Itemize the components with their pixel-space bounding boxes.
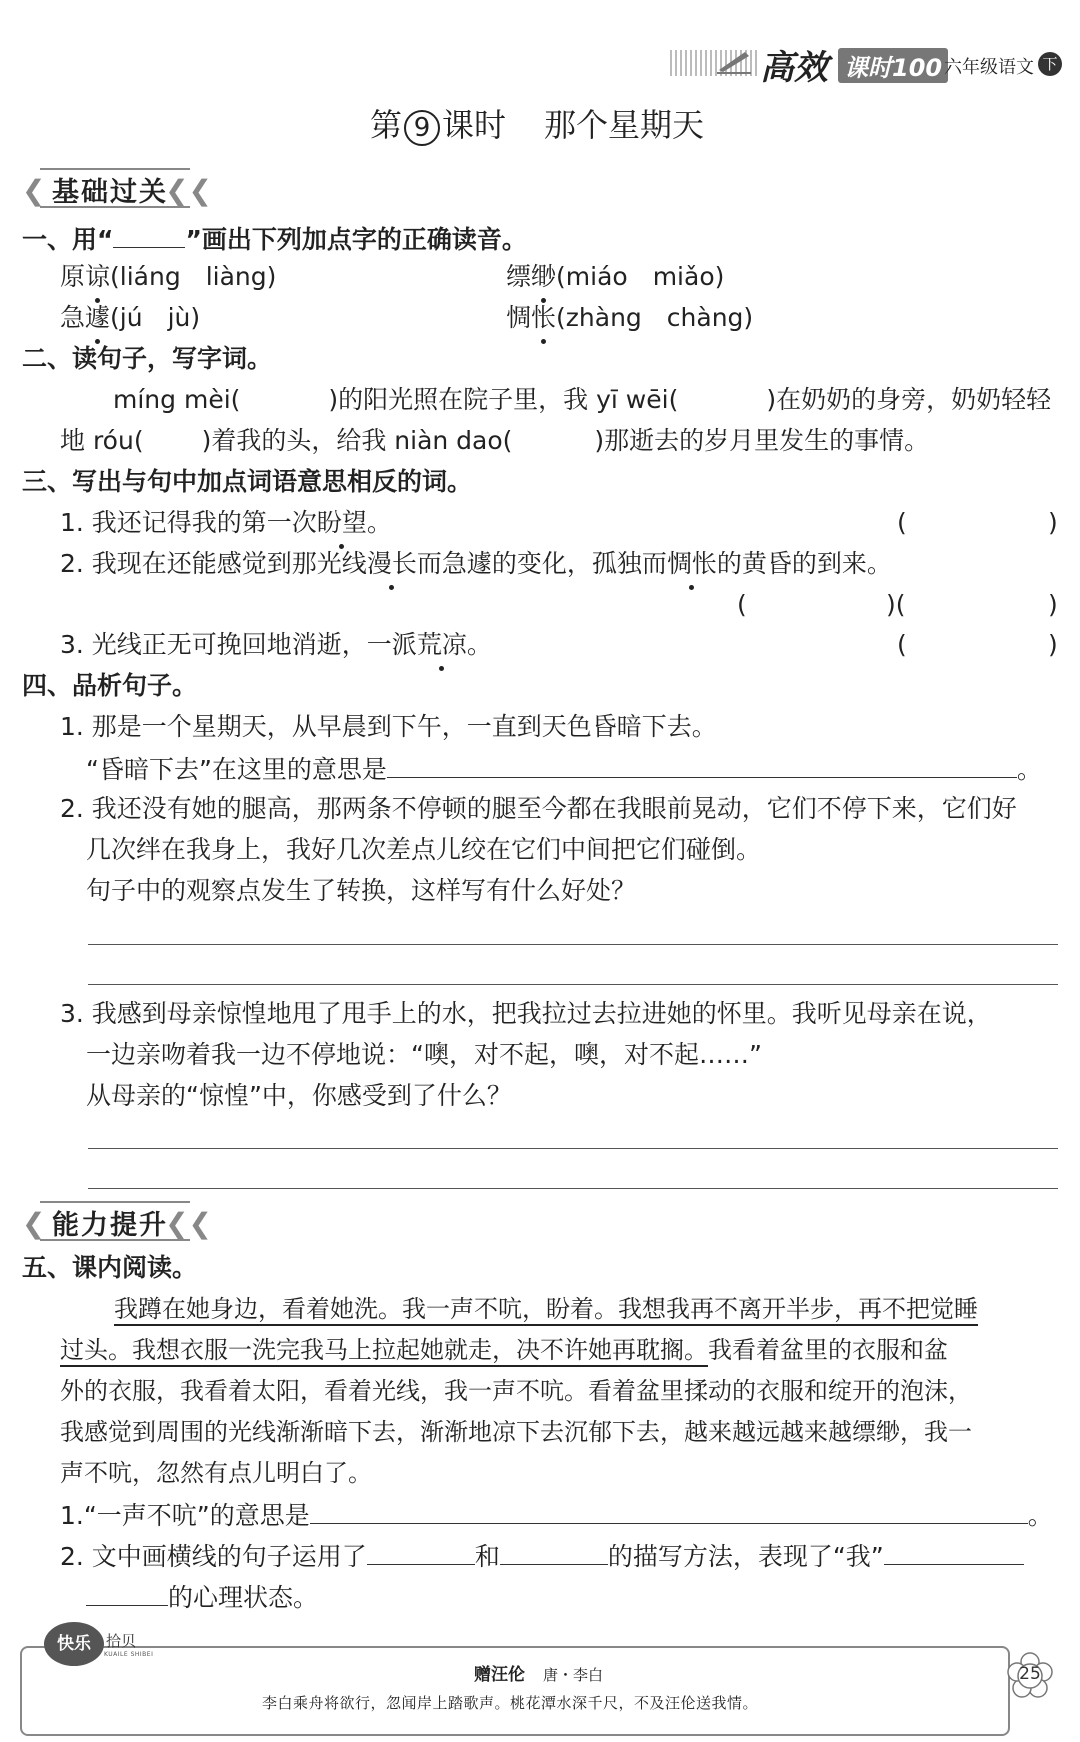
q5-passage-line-3: 外的衣服，我看着太阳，看着光线，我一声不吭。看着盆里揉动的衣服和绽开的泡沫， [60, 1377, 972, 1405]
footer-badge-a: 快乐 [57, 1634, 91, 1654]
chevron-double-left-icon: ❮❮ [165, 1207, 212, 1240]
q5-passage-line-4: 我感觉到周围的光线渐渐暗下去，渐渐地凉下去沉郁下去，越来越远越来越缥缈，我一 [60, 1418, 972, 1446]
poem-author: 唐・李白 [543, 1666, 604, 1684]
q5-question-2-cont: 的心理状态。 [86, 1576, 318, 1618]
chevron-left-icon: ❮ [22, 1207, 46, 1240]
q1-item-2: 缥缈(miáo miǎo) [506, 257, 724, 297]
lesson-title [370, 100, 704, 146]
lesson-number: 9 [404, 110, 440, 146]
footer-poem-text: 李白乘舟将欲行，忽闻岸上踏歌声。桃花潭水深千尺，不及汪伦送我情。 [262, 1694, 759, 1712]
poem-title: 赠汪伦 [474, 1665, 525, 1685]
lesson-name: 那个星期天 [544, 106, 705, 144]
q5-passage-line-2: 过头。我想衣服一洗完我马上拉起她就走，决不许她再耽搁。我看着盆里的衣服和盆 [60, 1336, 948, 1364]
lesson-prefix: 第 [370, 106, 403, 144]
q5-question-2: 2. 文中画横线的句子运用了 和 的描写方法，表现了“我” [60, 1535, 1024, 1577]
q5-question-1: 1.“一声不吭”的意思是 。 [60, 1494, 1053, 1536]
q2-title: 二、读句子，写字词。 [22, 344, 273, 373]
q4-sentence-1: 1. 那是一个星期天，从早晨到下午，一直到天色昏暗下去。 [60, 712, 717, 741]
section-advanced [22, 1199, 212, 1243]
footer-badge [44, 1622, 104, 1666]
q1-title: 一、用“ ”画出下列加点字的正确读音。 [22, 218, 527, 260]
section-basic [22, 166, 212, 210]
q3-answer-2-open[interactable]: ( [737, 590, 747, 619]
q3-answer-2-mid[interactable]: )( [886, 590, 906, 619]
q4-sentence-3-line-2: 一边亲吻着我一边不停地说：“噢，对不起，噢，对不起……” [86, 1040, 762, 1069]
volume-badge-text: 下 [1042, 55, 1058, 73]
q5-passage-line-5: 声不吭，忽然有点儿明白了。 [60, 1459, 372, 1487]
q4-ask-1: “昏暗下去”在这里的意思是 。 [86, 748, 1042, 790]
q4-ask-2: 句子中的观察点发生了转换，这样写有什么好处？ [86, 876, 637, 905]
q3-answer-1-close: ) [1048, 508, 1058, 537]
pen-icon [715, 46, 755, 76]
q5-answer-2d-field[interactable] [86, 1576, 168, 1606]
q2-line-2: 地 róu( )着我的头，给我 niàn dao( )那逝去的岁月里发生的事情。 [60, 426, 930, 455]
footer-badge-b: 拾贝 [106, 1632, 137, 1650]
volume-badge [1038, 52, 1062, 76]
q5-answer-2c-field[interactable] [884, 1535, 1024, 1565]
section-basic-label: 基础过关 [52, 177, 168, 208]
q2-line-1: míng mèi( )的阳光照在院子里，我 yī wēi( )在奶奶的身旁，奶奶轻轻 [113, 385, 1052, 414]
footer-badge-en: KUAILE SHIBEI [104, 1651, 154, 1658]
q3-answer-3-close: ) [1048, 630, 1058, 659]
q4-title: 四、品析句子。 [22, 671, 198, 700]
q1-item-4: 惆怅(zhàng chàng) [506, 298, 753, 338]
q4-sentence-2-line-1: 2. 我还没有她的腿高，那两条不停顿的腿至今都在我眼前晃动，它们不停下来，它们好 [60, 794, 1017, 823]
q4-answer-1-field[interactable] [387, 748, 1017, 778]
page-number: 25 [1019, 1664, 1041, 1684]
q3-sentence-3: 3. 光线正无可挽回地消逝，一派荒凉。 [60, 625, 492, 665]
q5-answer-2a-field[interactable] [367, 1535, 475, 1565]
q5-answer-1-field[interactable] [310, 1494, 1028, 1524]
chevron-left-icon: ❮ [22, 174, 46, 207]
q4-answer-3-line-2[interactable] [88, 1188, 1058, 1189]
header-series: 课时100 [838, 48, 948, 83]
q4-sentence-2-line-2: 几次绊在我身上，我好几次差点儿绞在它们中间把它们碰倒。 [86, 835, 762, 864]
q3-answer-3-open[interactable]: ( [897, 630, 907, 659]
q4-answer-3-line-1[interactable] [88, 1148, 1058, 1149]
q3-answer-1-open[interactable]: ( [897, 508, 907, 537]
q5-answer-2b-field[interactable] [500, 1535, 608, 1565]
q1-item-3: 急遽(jú jù) [60, 298, 200, 338]
header-grade: 六年级语文 [944, 57, 1034, 78]
q3-sentence-2: 2. 我现在还能感觉到那光线漫长而急遽的变化，孤独而惆怅的黄昏的到来。 [60, 544, 892, 584]
q3-title: 三、写出与句中加点词语意思相反的词。 [22, 467, 473, 496]
header-brand: 高效 [760, 48, 828, 88]
chevron-double-left-icon: ❮❮ [165, 174, 212, 207]
q3-sentence-1: 1. 我还记得我的第一次盼望。 [60, 503, 392, 543]
q5-passage-line-1: 我蹲在她身边，看着她洗。我一声不吭，盼着。我想我再不离开半步，再不把觉睡 [114, 1295, 978, 1323]
q1-item-1: 原谅(liáng liàng) [60, 257, 276, 297]
q5-title: 五、课内阅读。 [22, 1253, 198, 1282]
section-advanced-label: 能力提升 [52, 1210, 168, 1241]
footer-poem-heading [474, 1660, 603, 1685]
q4-sentence-3-line-1: 3. 我感到母亲惊惶地甩了甩手上的水，把我拉过去拉进她的怀里。我听见母亲在说， [60, 999, 992, 1028]
lesson-suffix: 课时 [442, 106, 507, 144]
q4-ask-3: 从母亲的“惊惶”中，你感受到了什么？ [86, 1081, 512, 1110]
q4-answer-2-line-2[interactable] [88, 984, 1058, 985]
q4-answer-2-line-1[interactable] [88, 944, 1058, 945]
q3-answer-2-close: ) [1048, 590, 1058, 619]
